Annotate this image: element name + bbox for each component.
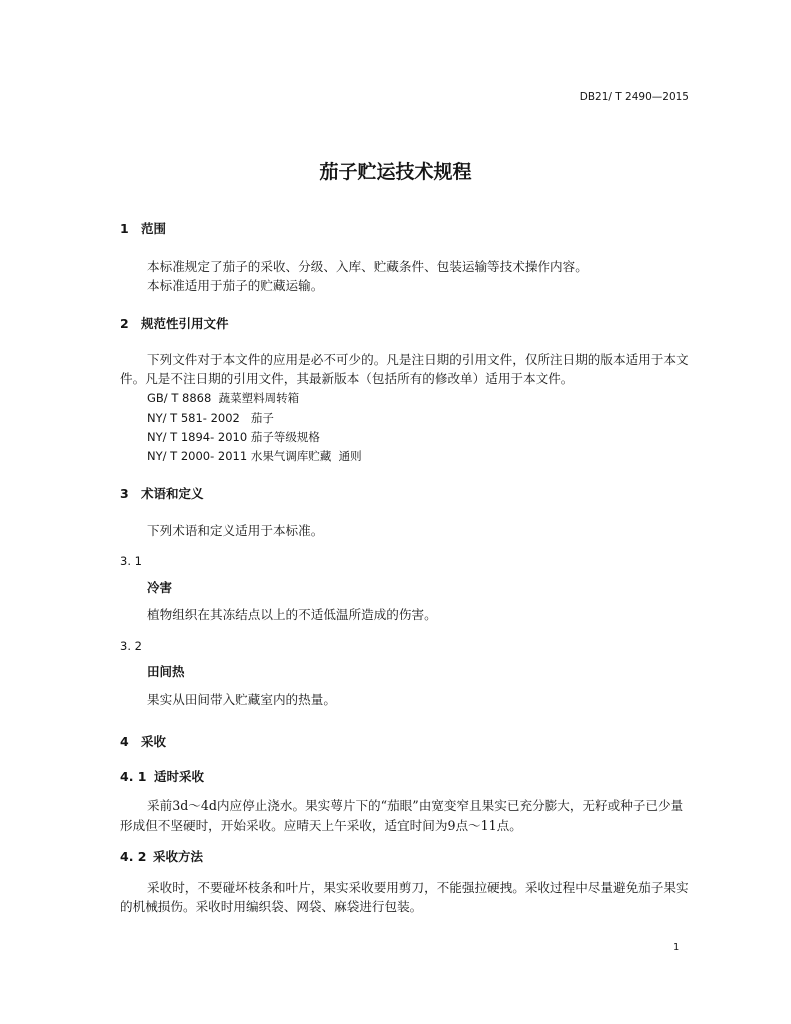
section-number: 3 bbox=[120, 486, 129, 501]
reference-item: NY/ T 581- 2002 茄子 bbox=[147, 411, 274, 425]
term-definition: 植物组织在其冻结点以上的不适低温所造成的伤害。 bbox=[147, 607, 437, 622]
section-heading-normative-references: 规范性引用文件 bbox=[141, 316, 229, 331]
paragraph-line: 下列文件对于本文件的应用是必不可少的。凡是注日期的引用文件，仅所注日期的版本适用于本文 bbox=[147, 352, 689, 367]
subsection-heading: 采收方法 bbox=[153, 849, 204, 864]
paragraph-line: 本标准适用于茄子的贮藏运输。 bbox=[147, 278, 324, 293]
document-code: DB21/ T 2490—2015 bbox=[579, 91, 689, 103]
paragraph-line: 本标准规定了茄子的采收、分级、入库、贮藏条件、包装运输等技术操作内容。 bbox=[147, 259, 588, 274]
term-name: 冷害 bbox=[147, 580, 173, 595]
term-name: 田间热 bbox=[147, 664, 185, 679]
reference-item: NY/ T 1894- 2010 茄子等级规格 bbox=[147, 430, 320, 444]
term-number: 3. 2 bbox=[120, 639, 142, 653]
paragraph-line: 形成但不坚硬时，开始采收。应晴天上午采收，适宜时间为9点～11点。 bbox=[120, 818, 522, 833]
page-number: 1 bbox=[673, 942, 680, 953]
paragraph-line: 件。凡是不注日期的引用文件，其最新版本（包括所有的修改单）适用于本文件。 bbox=[120, 371, 574, 386]
subsection-number: 4. 2 bbox=[120, 849, 147, 864]
document-title: 茄子贮运技术规程 bbox=[319, 161, 472, 183]
paragraph-line: 下列术语和定义适用于本标准。 bbox=[147, 523, 324, 538]
term-definition: 果实从田间带入贮藏室内的热量。 bbox=[147, 692, 336, 707]
section-number: 2 bbox=[120, 316, 129, 331]
section-number: 1 bbox=[120, 221, 129, 236]
reference-item: NY/ T 2000- 2011 水果气调库贮藏 通则 bbox=[147, 449, 362, 463]
section-heading-scope: 范围 bbox=[141, 221, 167, 236]
subsection-number: 4. 1 bbox=[120, 769, 147, 784]
section-heading-terms: 术语和定义 bbox=[141, 486, 204, 501]
paragraph-line: 采收时，不要碰坏枝条和叶片，果实采收要用剪刀，不能强拉硬拽。采收过程中尽量避免茄子果实 bbox=[147, 880, 689, 895]
paragraph-line: 采前3d～4d内应停止浇水。果实萼片下的“茄眼”由宽变窄且果实已充分膨大，无籽或种子已少量 bbox=[147, 798, 684, 813]
section-heading-harvest: 采收 bbox=[141, 734, 167, 749]
subsection-heading: 适时采收 bbox=[154, 769, 205, 784]
paragraph-line: 的机械损伤。采收时用编织袋、网袋、麻袋进行包装。 bbox=[120, 899, 423, 914]
section-number: 4 bbox=[120, 734, 129, 749]
reference-item: GB/ T 8868 蔬菜塑料周转箱 bbox=[147, 391, 300, 405]
term-number: 3. 1 bbox=[120, 554, 142, 568]
